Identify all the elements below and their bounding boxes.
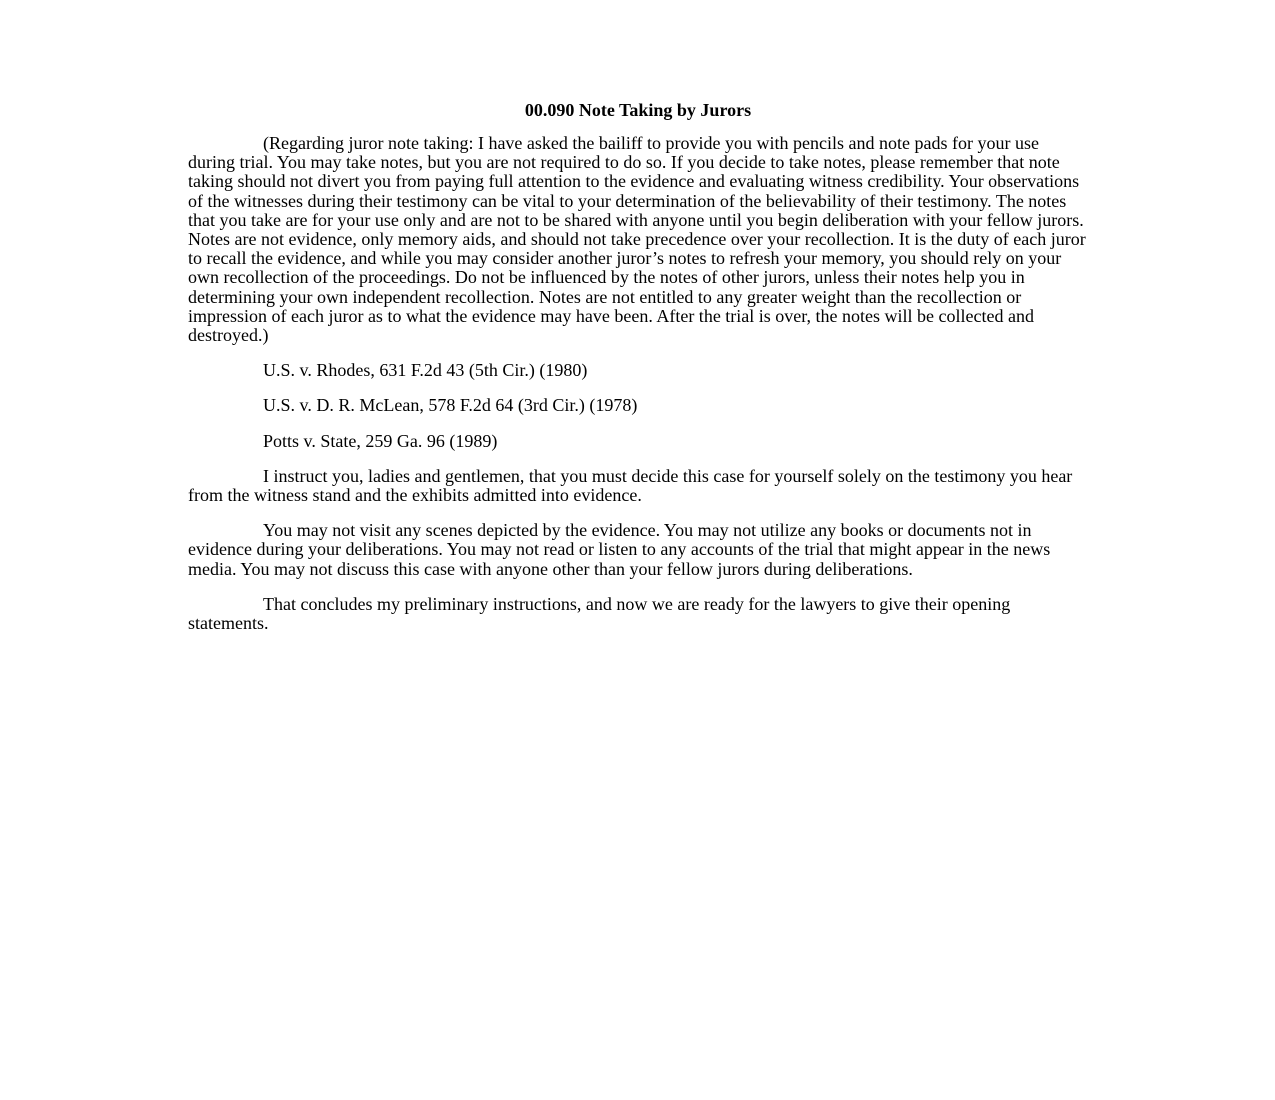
paragraph-conclusion: That concludes my preliminary instructions, and now we are ready for the lawyers to give their opening statements. xyxy=(188,593,1011,634)
document-title: 00.090 Note Taking by Jurors xyxy=(524,100,752,120)
citation-potts: Potts v. State, 259 Ga. 96 (1989) xyxy=(263,430,498,451)
citation-mclean: U.S. v. D. R. McLean, 578 F.2d 64 (3rd Cir.) (1978) xyxy=(263,395,638,416)
paragraph-note-taking: (Regarding juror note taking: I have asked the bailiff to provide you with pencils and note pads for your use during trial. You may take notes, but you are not required to do so. If you decide to take notes, please remember that note taking should not divert you from paying full attention to the evidence and evaluating witness credibility. Your observations of the witnesses during their testimony can be vital to your determination of the believability of their testimony. The notes that you take are for your use only and are not to be shared with anyone until you begin deliberation with your fellow jurors. Notes are not evidence, only memory aids, and should not take precedence over your recollection. It is the duty of each juror to recall the evidence, and while you may consider another juror’s notes to refresh your memory, you should rely on your own recollection of the proceedings. Do not be influenced by the notes of other jurors, unless their notes help you in determining your own independent recollection. Notes are not entitled to any greater weight than the recollection or impression of each juror as to what the evidence may have been. After the trial is over, the notes will be collected and destroyed.) xyxy=(188,133,1086,346)
paragraph-prohibitions: You may not visit any scenes depicted by the evidence. You may not utilize any books or documents not in evidence during your deliberations. You may not read or listen to any accounts of the trial that might appear in the news media. You may not discuss this case with anyone other than your fellow jurors during deliberations. xyxy=(188,520,1051,579)
paragraph-decide-case: I instruct you, ladies and gentlemen, that you must decide this case for yourself solely on the testimony you hear from the witness stand and the exhibits admitted into evidence. xyxy=(188,465,1073,506)
document-page xyxy=(188,99,1088,649)
citation-rhodes: U.S. v. Rhodes, 631 F.2d 43 (5th Cir.) (1980) xyxy=(263,360,588,381)
